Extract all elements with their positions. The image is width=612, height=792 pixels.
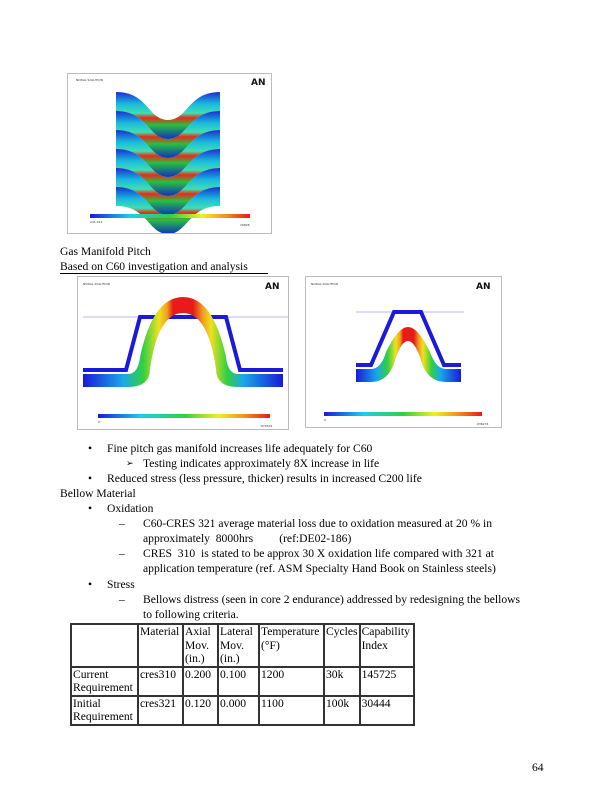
dash-icon: – (119, 547, 125, 560)
manifold-pitch-figure-left (77, 276, 289, 430)
bullet-fine-pitch: Fine pitch gas manifold increases life adequately for C60 (107, 442, 373, 455)
colorbar-max: .036274 (476, 422, 489, 426)
table-cell: 1100 (259, 696, 324, 725)
bullet-icon: • (88, 578, 93, 591)
table-cell: 30k (324, 667, 360, 696)
table-cell: cres310 (138, 667, 183, 696)
colorbar-max: .070322 (260, 424, 273, 428)
manifold-pitch-figure-right (305, 276, 502, 428)
table-cell: 0.120 (183, 696, 218, 725)
stress-item-1: Bellows distress (seen in core 2 endurance) addressed by redesigning the bellows (143, 593, 521, 606)
svg-text:AN: AN (251, 78, 266, 88)
table-cell: Initial Requirement (71, 696, 138, 725)
bellows-stress-figure-top (67, 73, 272, 234)
oxidation-item-2: CRES 310 is stated to be approx 30 X oxidation life compared with 321 at (143, 547, 494, 560)
heading-based-on-c60: Based on C60 investigation and analysis (60, 260, 248, 273)
table-cell: cres321 (138, 696, 183, 725)
oxidation-item-1-cont: approximately 8000hrs (ref:DE02-186) (143, 532, 352, 545)
colorbar-min: 241.012 (90, 220, 103, 224)
header-cell: Capability Index (360, 624, 414, 667)
svg-text:NODAL SOLUTION: NODAL SOLUTION (76, 78, 103, 82)
svg-text:AN: AN (265, 282, 280, 292)
sub-bullet-testing: Testing indicates approximately 8X increase in life (143, 457, 380, 470)
bullet-stress: Stress (107, 578, 135, 591)
header-cell: Lateral Mov. (in.) (218, 624, 259, 667)
table-cell: 0.000 (218, 696, 259, 725)
bullet-icon: • (88, 502, 93, 515)
bullet-icon: • (88, 472, 93, 485)
table-row (71, 667, 414, 696)
svg-text:AN: AN (476, 282, 491, 292)
svg-text:NODAL SOLUTION: NODAL SOLUTION (311, 282, 338, 286)
stress-item-1-cont: to following criteria. (143, 608, 239, 621)
colorbar-max: 20828 (240, 223, 250, 227)
bellows-criteria-table (70, 623, 415, 726)
oxidation-item-1: C60-CRES 321 average material loss due to oxidation measured at 20 % in (143, 517, 493, 530)
manifold-contour-right (306, 277, 501, 427)
table-cell: 100k (324, 696, 360, 725)
table-cell: 0.100 (218, 667, 259, 696)
bullet-icon: • (88, 442, 93, 455)
heading-gas-manifold-pitch: Gas Manifold Pitch (60, 245, 151, 258)
header-cell: Axial Mov. (in.) (183, 624, 218, 667)
bullet-oxidation: Oxidation (107, 502, 154, 515)
oxidation-item-2-cont: application temperature (ref. ASM Specialty Hand Book on Stainless steels) (143, 562, 496, 575)
header-cell: Cycles (324, 624, 360, 667)
table-header-row (71, 624, 414, 667)
page-number: 64 (532, 761, 544, 774)
header-cell: Temperature (°F) (259, 624, 324, 667)
table-cell: 1200 (259, 667, 324, 696)
manifold-contour-left (78, 277, 288, 429)
dash-icon: – (119, 517, 125, 530)
table-cell: 145725 (360, 667, 414, 696)
dash-icon: – (119, 593, 125, 606)
header-cell (71, 624, 138, 667)
colorbar-min: 0 (324, 418, 326, 422)
svg-text:NODAL SOLUTION: NODAL SOLUTION (83, 282, 110, 286)
bellows-contour-plot (68, 74, 271, 233)
table-cell: 30444 (360, 696, 414, 725)
table-cell: Current Requirement (71, 667, 138, 696)
arrow-bullet-icon: ➢ (126, 458, 134, 468)
table-row (71, 696, 414, 725)
header-cell: Material (138, 624, 183, 667)
colorbar-min: 0 (98, 420, 100, 424)
underline (60, 273, 268, 274)
table-cell: 0.200 (183, 667, 218, 696)
section-bellow-material: Bellow Material (60, 487, 136, 500)
bullet-reduced-stress: Reduced stress (less pressure, thicker) results in increased C200 life (107, 472, 422, 485)
